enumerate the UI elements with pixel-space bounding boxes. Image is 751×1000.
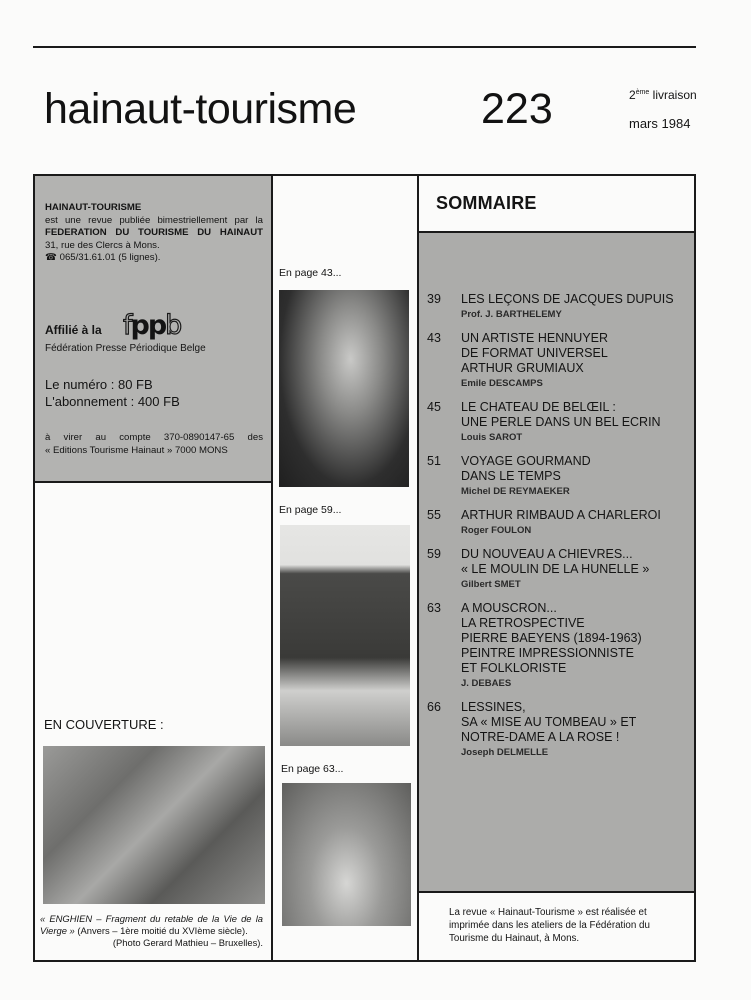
publication-desc: est une revue publiée bimestriellement par la	[45, 214, 263, 226]
toc-title-line: DU NOUVEAU A CHIEVRES...	[461, 547, 633, 561]
toc-page-number: 66	[427, 700, 441, 714]
toc-page-number: 43	[427, 331, 441, 345]
toc-entry	[419, 547, 694, 591]
photo-credit: (Photo Gerard Mathieu – Bruxelles).	[112, 937, 263, 948]
toc-entry	[419, 292, 694, 321]
toc-title-line: LE CHATEAU DE BELŒIL :	[461, 400, 616, 414]
toc-page-number: 55	[427, 508, 441, 522]
section-divider	[417, 231, 696, 233]
mill-photo	[280, 525, 410, 746]
fppb-logo: fppb	[123, 310, 181, 341]
price-issue: Le numéro : 80 FB	[45, 377, 153, 392]
livraison: 2ème livraison	[629, 88, 697, 102]
toc-entry	[419, 400, 694, 444]
toc-author: Joseph DELMELLE	[461, 747, 549, 758]
toc-title-line: UNE PERLE DANS UN BEL ECRIN	[461, 415, 661, 429]
toc-title-line: « LE MOULIN DE LA HUNELLE »	[461, 562, 650, 576]
toc-page-number: 63	[427, 601, 441, 615]
toc-title-line: NOTRE-DAME A LA ROSE !	[461, 730, 620, 744]
toc-author: J. DEBAES	[461, 678, 512, 689]
section-divider	[33, 481, 273, 483]
publisher-phone: ☎ 065/31.61.01 (5 lignes).	[45, 252, 161, 263]
column-divider	[271, 174, 273, 962]
top-rule	[33, 46, 696, 48]
toc-title-line: PEINTRE IMPRESSIONNISTE	[461, 646, 634, 660]
table-of-contents	[419, 292, 694, 769]
toc-page-number: 59	[427, 547, 441, 561]
toc-page-number: 51	[427, 454, 441, 468]
toc-title-line: PIERRE BAEYENS (1894-1963)	[461, 631, 642, 645]
cover-photo	[43, 746, 265, 904]
toc-title-line: UN ARTISTE HENNUYER	[461, 331, 609, 345]
magazine-title: hainaut-tourisme	[44, 85, 357, 133]
toc-title-line: LESSINES,	[461, 700, 526, 714]
issue-date: mars 1984	[629, 116, 691, 131]
phone-icon: ☎	[45, 252, 57, 263]
toc-entry	[419, 601, 694, 690]
toc-title-line: ET FOLKLORISTE	[461, 661, 567, 675]
cover-label: EN COUVERTURE :	[44, 717, 164, 732]
toc-title-line: VOYAGE GOURMAND	[461, 454, 591, 468]
toc-title-line: DANS LE TEMPS	[461, 469, 561, 483]
toc-title-line: DE FORMAT UNIVERSEL	[461, 346, 608, 360]
toc-entry	[419, 454, 694, 498]
colophon: La revue « Hainaut-Tourisme » est réalisée et imprimée dans les ateliers de la Fédération du Tourisme du Hainaut, à Mons.	[449, 907, 650, 944]
price-subscription: L'abonnement : 400 FB	[45, 394, 180, 409]
toc-title-line: ARTHUR GRUMIAUX	[461, 361, 584, 375]
toc-author: Prof. J. BARTHELEMY	[461, 309, 562, 320]
affiliation-label: Affilié à la	[45, 323, 102, 337]
toc-author: Louis SAROT	[461, 432, 523, 443]
toc-entry	[419, 700, 694, 759]
toc-page-number: 39	[427, 292, 441, 306]
issue-number: 223	[481, 85, 553, 133]
toc-title-line: A MOUSCRON...	[461, 601, 557, 615]
toc-author: Michel DE REYMAEKER	[461, 486, 570, 497]
toc-page-number: 45	[427, 400, 441, 414]
portrait-photo	[279, 290, 409, 487]
photo-label: En page 43...	[279, 267, 342, 279]
cover-caption: « ENGHIEN – Fragment du retable de la Vie de la Vierge » (Anvers – 1ère moitié du XVIème siècle). (Photo Gerard Mathieu – Bruxelles).	[40, 913, 263, 948]
payment-info: à virer au compte 370-0890147-65 des « Editions Tourisme Hainaut » 7000 MONS	[45, 432, 263, 456]
section-divider	[417, 891, 696, 893]
publisher-info	[45, 202, 263, 265]
toc-entry	[419, 508, 694, 537]
toc-author: Emile DESCAMPS	[461, 378, 543, 389]
painting-photo	[282, 783, 411, 926]
publication-name: HAINAUT-TOURISME	[45, 202, 142, 213]
sommaire-heading: SOMMAIRE	[436, 193, 537, 213]
photo-label: En page 63...	[281, 763, 344, 775]
publisher-address: 31, rue des Clercs à Mons.	[45, 239, 160, 251]
toc-title-line: SA « MISE AU TOMBEAU » ET	[461, 715, 637, 729]
federation-name: Fédération Presse Périodique Belge	[45, 343, 206, 354]
toc-title-line: LES LEÇONS DE JACQUES DUPUIS	[461, 292, 674, 306]
publisher-name: FEDERATION DU TOURISME DU HAINAUT	[45, 227, 263, 238]
toc-title-line: ARTHUR RIMBAUD A CHARLEROI	[461, 508, 661, 522]
toc-author: Gilbert SMET	[461, 579, 521, 590]
toc-author: Roger FOULON	[461, 525, 532, 536]
photo-label: En page 59...	[279, 504, 342, 516]
toc-entry	[419, 331, 694, 390]
pricing	[45, 376, 180, 410]
toc-title-line: LA RETROSPECTIVE	[461, 616, 585, 630]
